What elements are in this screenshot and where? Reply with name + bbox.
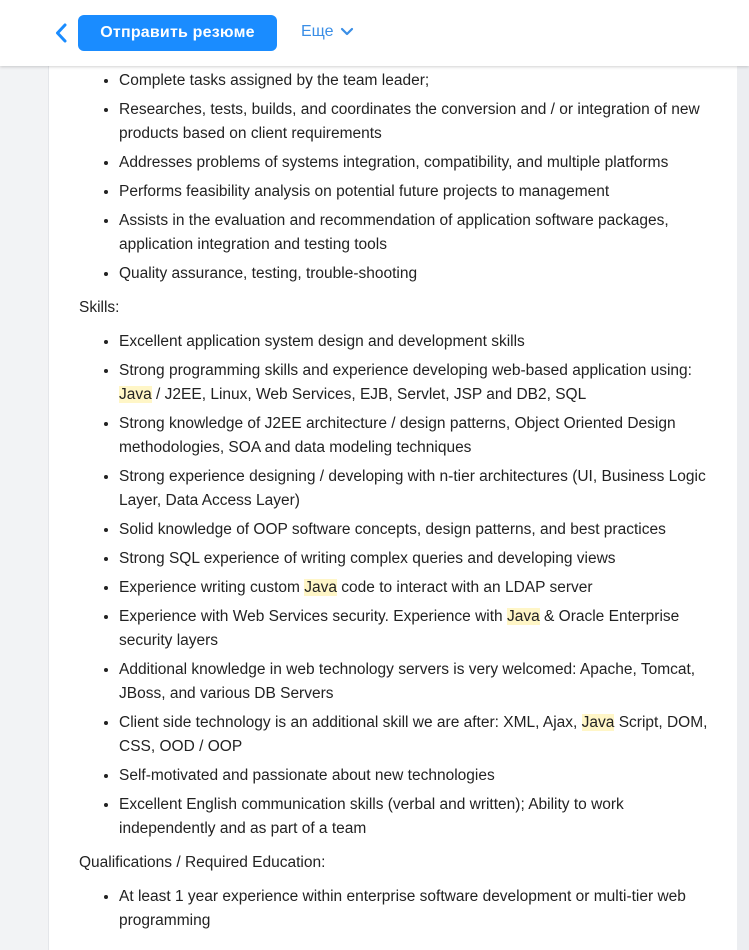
more-dropdown[interactable] [301, 18, 354, 46]
list-item [119, 547, 709, 571]
chevron-down-icon [340, 27, 354, 37]
highlighted-keyword: Java [304, 579, 337, 596]
list-item-text: Additional knowledge in web technology servers is very welcomed: Apache, Tomcat, JBoss, and various DB Servers [119, 661, 696, 702]
list-item-text: Experience with Web Services security. Experience with [119, 608, 507, 625]
list-item-text: Excellent English communication skills (verbal and written); Ability to work independently and as part of a team [119, 796, 624, 837]
list-item-text: Experience writing custom [119, 579, 305, 596]
list-item: • Quality assurance, testing, trouble-shooting [119, 262, 709, 286]
list-item: • Performs feasibility analysis on potential future projects to management [119, 180, 709, 204]
list-item [119, 605, 709, 653]
back-button[interactable] [46, 16, 76, 50]
list-item-text: Excellent application system design and development skills [119, 333, 525, 350]
list-item [119, 518, 709, 542]
list-item [119, 576, 709, 600]
top-bar [0, 0, 749, 66]
send-resume-button[interactable]: Отправить резюме [78, 15, 277, 51]
list-item-text: Self-motivated and passionate about new technologies [119, 767, 495, 784]
scrollbar[interactable] [737, 66, 749, 950]
list-item-text: Solid knowledge of OOP software concepts, design patterns, and best practices [119, 521, 666, 538]
skills-list [79, 330, 709, 841]
list-item-text: Strong programming skills and experience developing web-based application using: [119, 362, 692, 379]
list-item: • Researches, tests, builds, and coordinates the conversion and / or integration of new products based on client requirements [119, 98, 709, 146]
list-item [119, 764, 709, 788]
highlighted-keyword: Java [506, 608, 540, 625]
highlighted-keyword: Java [119, 386, 152, 403]
list-item [119, 793, 709, 841]
vacancy-description [79, 51, 709, 938]
list-item: • Assists in the evaluation and recommendation of application software packages, application integration and testing tools [119, 209, 709, 257]
list-item: • Complete tasks assigned by the team leader; [119, 69, 709, 93]
list-item [119, 412, 709, 460]
skills-heading: Skills: [79, 299, 120, 316]
list-item-text: / J2EE, Linux, Web Services, EJB, Servlet, JSP and DB2, SQL [151, 386, 587, 403]
list-item: • At least 1 year experience within enterprise software development or multi-tier web programming [119, 885, 709, 933]
list-item-text: Strong SQL experience of writing complex queries and developing views [119, 550, 616, 567]
qualifications-heading: Qualifications / Required Education: [79, 854, 326, 871]
list-item-text: Strong knowledge of J2EE architecture / design patterns, Object Oriented Design methodologies, SOA and data modeling techniques [119, 415, 676, 456]
list-item-text: & Oracle Enterprise security layers [119, 608, 680, 649]
list-item [119, 658, 709, 706]
list-item-text: Client side technology is an additional skill we are after: XML, Ajax, [119, 714, 582, 731]
duties-list [79, 51, 709, 286]
list-item-text: Strong experience designing / developing with n-tier architectures (UI, Business Logic Layer, Data Access Layer) [119, 468, 706, 509]
list-item-text: code to interact with an LDAP server [336, 579, 593, 596]
list-item [119, 330, 709, 354]
list-item [119, 711, 709, 759]
list-item: • Addresses problems of systems integration, compatibility, and multiple platforms [119, 151, 709, 175]
more-label: Еще [301, 23, 334, 40]
list-item [119, 465, 709, 513]
list-item [119, 359, 709, 407]
list-item-text: Script, DOM, CSS, OOD / OOP [119, 714, 708, 755]
qualifications-list [79, 885, 709, 933]
highlighted-keyword: Java [581, 714, 615, 731]
chevron-left-icon [54, 22, 68, 44]
